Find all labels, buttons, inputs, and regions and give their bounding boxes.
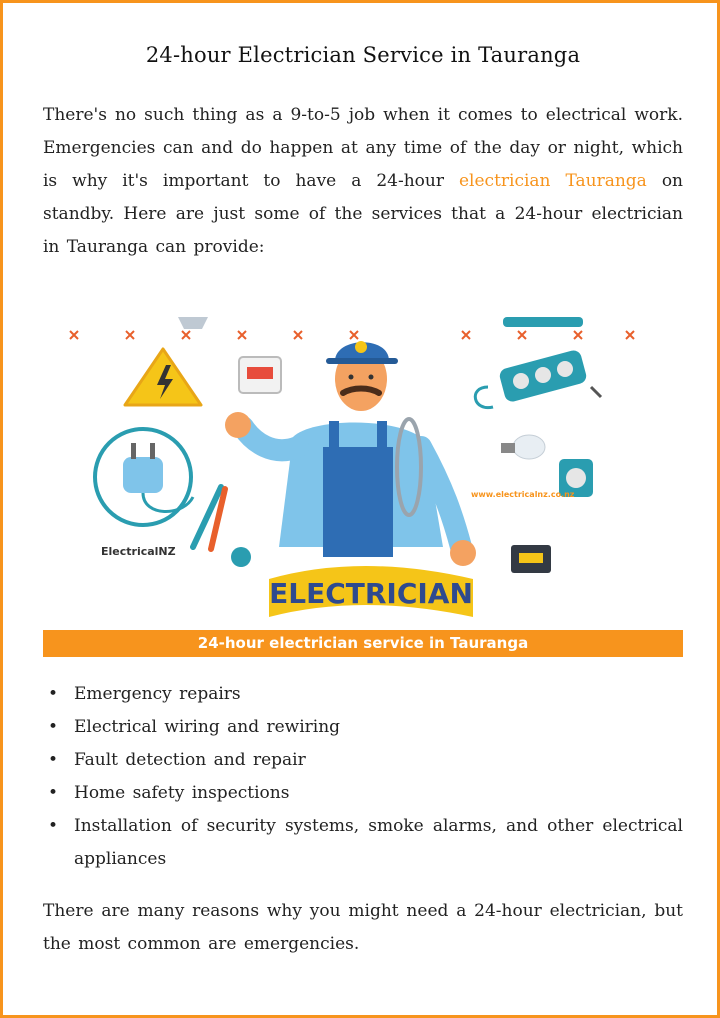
light-bulb-icon	[501, 435, 545, 459]
intro-paragraph	[43, 99, 683, 264]
electrician-illustration	[43, 317, 683, 630]
page-title: 24-hour Electrician Service in Tauranga	[145, 43, 581, 67]
list-item: • Fault detection and repair	[47, 744, 683, 777]
tester-icon	[511, 545, 551, 573]
closing-paragraph: There are many reasons why you might need a 24-hour electrician, but the most common are emergencies.	[43, 901, 683, 954]
website-url: www.electricalnz.co.nz	[471, 490, 575, 499]
brand-logo: ElectricalNZ	[101, 545, 176, 558]
screwdriver-icon	[503, 317, 583, 327]
list-item: • Installation of security systems, smoke alarms, and other electrical appliances	[47, 810, 683, 876]
bulb-top-icon	[178, 317, 208, 329]
list-item: • Emergency repairs	[47, 678, 683, 711]
cross-pattern	[70, 331, 634, 339]
hero-image	[43, 317, 683, 657]
intro-text-start: There's no such thing as a 9-to-5 job when it comes to electrical work. Emergencies can and do happen at any time of the day or night, which is why it's important to have a 24-hour	[43, 105, 683, 191]
thermostat-icon	[239, 357, 281, 393]
warning-sign-icon	[125, 349, 201, 405]
list-item: • Electrical wiring and rewiring	[47, 711, 683, 744]
plug-icon	[95, 429, 193, 525]
services-list	[47, 678, 683, 876]
electrician-sign	[269, 566, 473, 617]
list-item: • Home safety inspections	[47, 777, 683, 810]
intro-text-end: on standby. Here are just some of the services that a 24-hour electrician in Tauranga can provide:	[43, 171, 683, 257]
sign-text: ELECTRICIAN	[269, 577, 473, 610]
electrician-tauranga-link[interactable]: electrician Tauranga	[458, 171, 647, 191]
meter-icon	[231, 547, 251, 567]
image-banner: 24-hour electrician service in Tauranga	[43, 630, 683, 657]
power-strip-icon	[475, 349, 601, 408]
pliers-icon	[193, 487, 225, 549]
